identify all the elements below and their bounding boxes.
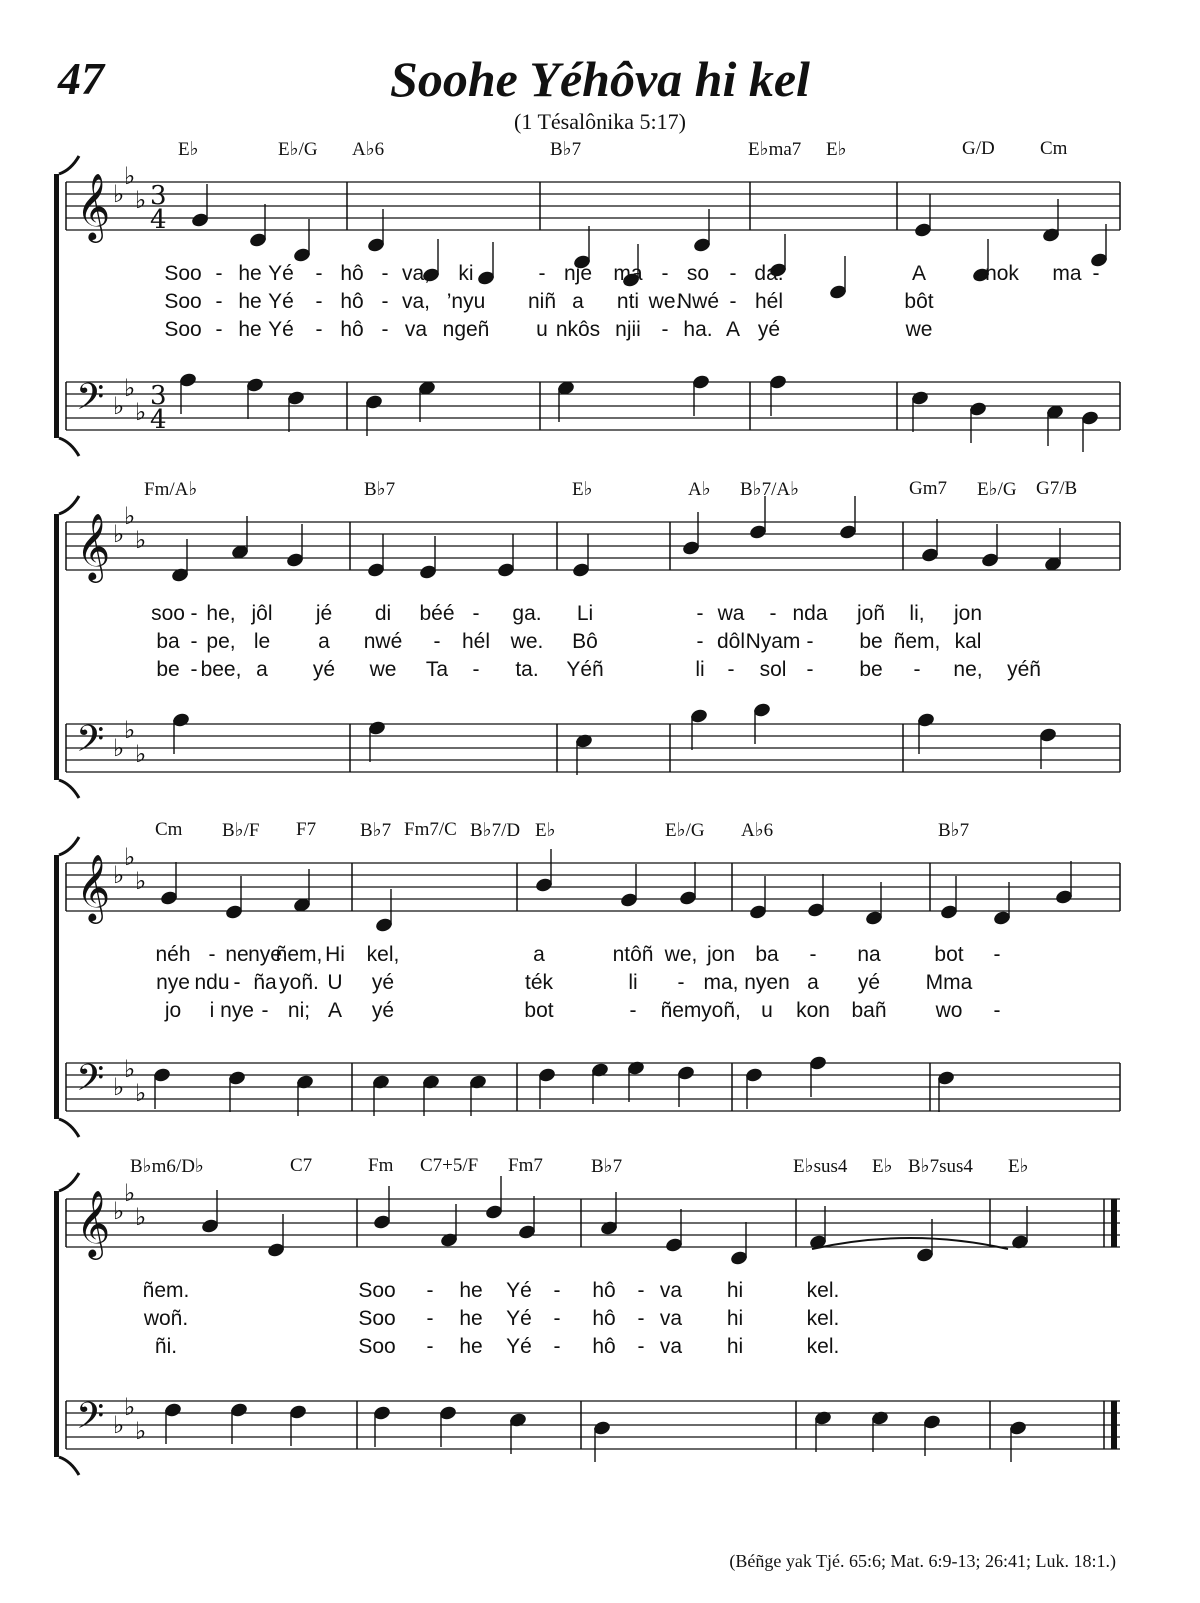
key-signature-flat: ♭: [113, 180, 125, 208]
lyric-syllable: Soo: [164, 262, 202, 285]
chord-symbol: E♭: [572, 479, 593, 500]
system-bracket: [54, 174, 59, 438]
lyric-syllable: Nyam: [745, 630, 801, 653]
system-bracket: [54, 855, 59, 1119]
lyric-syllable: -: [729, 262, 737, 285]
lyric-syllable: -: [261, 999, 269, 1022]
lyric-syllable: béé: [419, 602, 455, 625]
key-signature-flat: ♭: [124, 162, 136, 190]
lyric-syllable: -: [215, 290, 223, 313]
lyric-syllable: Ta: [425, 658, 449, 681]
lyric-syllable: -: [315, 318, 323, 341]
lyric-syllable: le: [253, 630, 271, 653]
lyric-syllable: Hi: [325, 943, 345, 966]
lyric-syllable: hél: [754, 290, 784, 313]
chord-symbol: A♭: [688, 479, 711, 500]
lyric-syllable: nkôs: [555, 318, 601, 341]
lyric-syllable: ni;: [287, 999, 311, 1022]
lyric-syllable: sol: [759, 658, 787, 681]
lyric-syllable: nyen: [744, 971, 790, 994]
key-signature-flat: ♭: [135, 398, 147, 426]
lyric-syllable: -: [809, 943, 817, 966]
lyric-syllable: di: [374, 602, 392, 625]
time-signature: 4: [150, 405, 167, 435]
lyric-syllable: hi: [726, 1335, 744, 1358]
key-signature-flat: ♭: [124, 1055, 136, 1083]
lyric-syllable: wa: [717, 602, 745, 625]
lyric-syllable: ne,: [953, 658, 983, 681]
lyric-syllable: i: [209, 999, 215, 1022]
lyric-syllable: jé: [315, 602, 333, 625]
lyric-syllable: nok: [985, 262, 1019, 285]
lyric-syllable: va: [659, 1279, 683, 1302]
key-signature-flat: ♭: [113, 1411, 125, 1439]
lyric-syllable: ték: [524, 971, 554, 994]
lyric-syllable: nje: [563, 262, 593, 285]
lyric-syllable: Bô: [572, 630, 598, 653]
time-signature: 3: [150, 181, 167, 211]
lyric-syllable: ma: [613, 262, 643, 285]
lyric-syllable: -: [538, 262, 546, 285]
chord-symbol: A♭6: [352, 139, 385, 160]
chord-symbol: C7: [290, 1155, 313, 1176]
lyric-syllable: he: [238, 318, 262, 341]
chord-symbol: Cm: [1040, 138, 1068, 159]
lyric-syllable: nye: [248, 943, 282, 966]
lyric-syllable: nti: [616, 290, 640, 313]
time-signature: 4: [150, 205, 167, 235]
bass-clef: 𝄢: [76, 718, 105, 769]
lyric-syllable: -: [913, 658, 921, 681]
chord-symbol: B♭7/A♭: [740, 479, 800, 500]
lyric-syllable: nye: [156, 971, 190, 994]
lyric-syllable: li: [628, 971, 638, 994]
lyric-syllable: bot: [524, 999, 554, 1022]
chord-symbol: E♭sus4: [793, 1156, 848, 1177]
chord-symbol: G7/B: [1036, 478, 1078, 499]
lyric-syllable: yéñ: [1007, 658, 1041, 681]
lyric-syllable: kel.: [806, 1279, 840, 1302]
lyric-syllable: yoñ.: [279, 971, 319, 994]
lyric-syllable: be: [156, 658, 180, 681]
chord-symbol: Fm7: [508, 1155, 543, 1176]
lyric-syllable: -: [696, 630, 704, 653]
lyric-syllable: nda: [792, 602, 828, 625]
chord-symbol: B♭7: [360, 820, 392, 841]
lyric-syllable: -: [426, 1307, 434, 1330]
lyric-syllable: ta.: [515, 658, 539, 681]
lyric-syllable: -: [993, 999, 1001, 1022]
lyric-syllable: a: [318, 630, 330, 653]
lyric-syllable: -: [381, 262, 389, 285]
lyric-syllable: ki: [458, 262, 474, 285]
chord-symbol: F7: [296, 819, 317, 840]
lyric-syllable: na: [857, 943, 881, 966]
lyric-syllable: hô: [592, 1279, 616, 1302]
lyric-syllable: li,: [909, 602, 925, 625]
key-signature-flat: ♭: [124, 716, 136, 744]
hymn-title: Soohe Yéhôva hi kel: [390, 51, 810, 107]
lyric-syllable: Soo: [358, 1279, 396, 1302]
final-barline: [1111, 1199, 1117, 1247]
key-signature-flat: ♭: [113, 520, 125, 548]
lyric-syllable: Soo: [358, 1335, 396, 1358]
lyric-syllable: -: [993, 943, 1001, 966]
key-signature-flat: ♭: [113, 734, 125, 762]
bass-clef: 𝄢: [76, 1057, 105, 1108]
lyric-syllable: ma: [1052, 262, 1082, 285]
final-barline: [1111, 1401, 1117, 1449]
treble-clef: 𝄞: [76, 512, 111, 580]
lyric-syllable: -: [1092, 262, 1100, 285]
chord-symbol: B♭7: [364, 479, 396, 500]
lyric-syllable: -: [769, 602, 777, 625]
chord-symbol: E♭: [535, 820, 556, 841]
key-signature-flat: ♭: [113, 861, 125, 889]
lyric-syllable: ñi.: [154, 1335, 178, 1358]
system-bracket: [54, 1191, 59, 1457]
lyric-syllable: -: [806, 630, 814, 653]
lyric-syllable: nwé: [363, 630, 403, 653]
lyric-syllable: da.: [754, 262, 784, 285]
lyric-syllable: ba: [755, 943, 779, 966]
chord-symbol: E♭: [826, 139, 847, 160]
lyric-syllable: soo: [151, 602, 185, 625]
lyric-syllable: pe,: [206, 630, 236, 653]
chord-symbol: E♭/G: [665, 820, 705, 841]
lyric-syllable: -: [553, 1335, 561, 1358]
chord-symbol: E♭: [1008, 1156, 1029, 1177]
key-signature-flat: ♭: [124, 502, 136, 530]
lyric-syllable: bee,: [200, 658, 242, 681]
lyric-syllable: ñem: [660, 999, 702, 1022]
lyric-syllable: Mma: [925, 971, 973, 994]
key-signature-flat: ♭: [135, 867, 147, 895]
lyric-syllable: -: [729, 290, 737, 313]
lyric-syllable: he: [459, 1307, 483, 1330]
chord-symbol: E♭/G: [278, 139, 318, 160]
chord-symbol: Gm7: [909, 478, 947, 499]
bracket-hook: [59, 1119, 79, 1137]
chord-symbol: B♭m6/D♭: [130, 1156, 204, 1177]
lyric-syllable: ba: [156, 630, 180, 653]
lyric-syllable: u: [536, 318, 548, 341]
lyric-syllable: we,: [664, 943, 698, 966]
lyric-syllable: va: [404, 318, 428, 341]
lyric-syllable: Yéñ: [566, 658, 604, 681]
lyric-syllable: Yé: [268, 262, 294, 285]
key-signature-flat: ♭: [124, 374, 136, 402]
lyric-syllable: -: [661, 262, 669, 285]
lyric-syllable: Yé: [268, 318, 294, 341]
lyric-syllable: bot: [934, 943, 964, 966]
lyric-syllable: niñ: [527, 290, 557, 313]
lyric-syllable: A: [327, 999, 343, 1022]
key-signature-flat: ♭: [135, 1203, 147, 1231]
lyric-syllable: Li: [576, 602, 594, 625]
lyric-syllable: yé: [371, 999, 395, 1022]
lyric-syllable: -: [208, 943, 216, 966]
lyric-syllable: yé: [857, 971, 881, 994]
lyric-syllable: Soo: [358, 1307, 396, 1330]
chord-symbol: Cm: [155, 819, 183, 840]
treble-clef: 𝄞: [76, 853, 111, 921]
lyric-syllable: Yé: [268, 290, 294, 313]
lyric-syllable: bôt: [904, 290, 934, 313]
chord-symbol: Fm/A♭: [144, 479, 198, 500]
lyric-syllable: -: [426, 1335, 434, 1358]
lyric-syllable: -: [215, 262, 223, 285]
treble-clef: 𝄞: [76, 172, 111, 240]
lyric-syllable: we.: [648, 290, 682, 313]
lyric-syllable: -: [553, 1307, 561, 1330]
lyric-syllable: -: [661, 318, 669, 341]
lyric-syllable: hél: [461, 630, 491, 653]
lyric-syllable: -: [381, 318, 389, 341]
key-signature-flat: ♭: [135, 186, 147, 214]
lyric-syllable: bañ: [851, 999, 887, 1022]
treble-clef: 𝄞: [76, 1189, 111, 1257]
lyric-syllable: he: [238, 262, 262, 285]
lyric-syllable: -: [637, 1279, 645, 1302]
hymn-number: 47: [58, 53, 104, 104]
chord-symbol: E♭: [178, 139, 199, 160]
lyric-syllable: -: [677, 971, 685, 994]
lyric-syllable: kel,: [366, 943, 400, 966]
lyric-syllable: li: [695, 658, 705, 681]
lyric-syllable: so: [686, 262, 710, 285]
lyric-syllable: ’nyu: [446, 290, 486, 313]
lyric-syllable: njii: [615, 318, 641, 341]
cross-references: (Béñge yak Tjé. 65:6; Mat. 6:9-13; 26:41; Luk. 18:1.): [729, 1551, 1116, 1571]
lyric-syllable: joñ: [856, 602, 886, 625]
lyric-syllable: kal: [954, 630, 982, 653]
lyric-syllable: -: [315, 262, 323, 285]
lyric-syllable: hi: [726, 1279, 744, 1302]
lyric-syllable: we.: [510, 630, 544, 653]
lyric-syllable: Yé: [506, 1279, 532, 1302]
lyric-syllable: be: [859, 658, 883, 681]
chord-symbol: B♭7: [938, 820, 970, 841]
lyric-syllable: ngeñ: [442, 318, 490, 341]
lyric-syllable: Yé: [506, 1335, 532, 1358]
lyric-syllable: a: [256, 658, 268, 681]
chord-symbol: B♭/F: [222, 820, 260, 841]
lyric-syllable: -: [381, 290, 389, 313]
lyric-syllable: he: [238, 290, 262, 313]
lyric-syllable: kon: [796, 999, 830, 1022]
lyric-syllable: -: [553, 1279, 561, 1302]
scripture-reference: (1 Tésalônika 5:17): [514, 109, 686, 134]
lyric-syllable: -: [696, 602, 704, 625]
lyric-syllable: ñem.: [142, 1279, 190, 1302]
lyric-syllable: jon: [953, 602, 983, 625]
lyric-syllable: néh: [155, 943, 191, 966]
key-signature-flat: ♭: [135, 526, 147, 554]
lyric-syllable: nye: [220, 999, 254, 1022]
lyric-syllable: Nwé: [676, 290, 720, 313]
lyric-syllable: he: [459, 1279, 483, 1302]
key-signature-flat: ♭: [113, 392, 125, 420]
key-signature-flat: ♭: [135, 1417, 147, 1445]
key-signature-flat: ♭: [124, 1179, 136, 1207]
lyric-syllable: -: [190, 630, 198, 653]
lyric-syllable: hô: [592, 1335, 616, 1358]
lyric-syllable: ne: [225, 943, 249, 966]
lyric-syllable: hô: [340, 290, 364, 313]
lyric-syllable: A: [725, 318, 741, 341]
chord-symbol: B♭7: [550, 139, 582, 160]
key-signature-flat: ♭: [124, 1393, 136, 1421]
chord-symbol: C7+5/F: [420, 1155, 479, 1176]
lyric-syllable: hô: [340, 262, 364, 285]
key-signature-flat: ♭: [135, 1079, 147, 1107]
lyric-syllable: U: [327, 971, 343, 994]
key-signature-flat: ♭: [135, 740, 147, 768]
chord-symbol: B♭7sus4: [908, 1156, 973, 1177]
lyric-syllable: va,: [401, 262, 431, 285]
lyric-syllable: -: [637, 1335, 645, 1358]
chord-symbol: Fm7/C: [404, 819, 457, 840]
chord-symbol: E♭/G: [977, 479, 1017, 500]
lyric-syllable: A: [911, 262, 927, 285]
lyric-syllable: ñem,: [893, 630, 941, 653]
lyric-syllable: we: [905, 318, 933, 341]
system-bracket: [54, 514, 59, 780]
lyric-syllable: kel.: [806, 1335, 840, 1358]
lyric-syllable: a: [807, 971, 819, 994]
bass-clef: 𝄢: [76, 376, 105, 427]
lyric-syllable: jon: [706, 943, 736, 966]
lyric-syllable: jôl: [251, 602, 273, 625]
lyric-syllable: dôl: [716, 630, 746, 653]
key-signature-flat: ♭: [113, 1197, 125, 1225]
lyric-syllable: ha.: [683, 318, 713, 341]
lyric-syllable: -: [426, 1279, 434, 1302]
lyric-syllable: woñ.: [143, 1307, 189, 1330]
lyric-syllable: -: [637, 1307, 645, 1330]
key-signature-flat: ♭: [124, 843, 136, 871]
lyric-syllable: va,: [401, 290, 431, 313]
bracket-hook: [59, 1457, 79, 1475]
lyric-syllable: -: [433, 630, 441, 653]
lyric-syllable: we: [369, 658, 397, 681]
time-signature: 3: [150, 381, 167, 411]
lyric-syllable: ntôñ: [612, 943, 654, 966]
lyric-syllable: va: [659, 1335, 683, 1358]
lyric-syllable: -: [215, 318, 223, 341]
chord-symbol: E♭: [872, 1156, 893, 1177]
lyric-syllable: ña: [253, 971, 277, 994]
lyric-syllable: -: [472, 658, 480, 681]
lyric-syllable: -: [806, 658, 814, 681]
lyric-syllable: va: [659, 1307, 683, 1330]
chord-symbol: A♭6: [741, 820, 774, 841]
lyric-syllable: -: [629, 999, 637, 1022]
lyric-syllable: wo: [935, 999, 963, 1022]
chord-symbol: B♭7: [591, 1156, 623, 1177]
lyric-syllable: ga.: [512, 602, 542, 625]
lyric-syllable: hi: [726, 1307, 744, 1330]
lyric-syllable: -: [190, 658, 198, 681]
bracket-hook: [59, 780, 79, 798]
lyric-syllable: -: [190, 602, 198, 625]
lyric-syllable: kel.: [806, 1307, 840, 1330]
lyric-syllable: yoñ,: [701, 999, 741, 1022]
lyric-syllable: Soo: [164, 318, 202, 341]
lyric-syllable: jo: [164, 999, 182, 1022]
key-signature-flat: ♭: [113, 1073, 125, 1101]
lyric-syllable: Yé: [506, 1307, 532, 1330]
lyric-syllable: yé: [371, 971, 395, 994]
lyric-syllable: -: [315, 290, 323, 313]
lyric-syllable: hô: [592, 1307, 616, 1330]
lyric-syllable: be: [859, 630, 883, 653]
lyric-syllable: hô: [340, 318, 364, 341]
bass-clef: 𝄢: [76, 1395, 105, 1446]
lyric-syllable: -: [472, 602, 480, 625]
lyric-syllable: he,: [206, 602, 236, 625]
lyric-syllable: yé: [757, 318, 781, 341]
lyric-syllable: a: [572, 290, 584, 313]
lyric-syllable: ma,: [703, 971, 739, 994]
lyric-syllable: -: [727, 658, 735, 681]
lyric-syllable: yé: [312, 658, 336, 681]
lyric-syllable: Soo: [164, 290, 202, 313]
chord-symbol: B♭7/D: [470, 820, 521, 841]
chord-symbol: E♭ma7: [748, 139, 802, 160]
lyric-syllable: -: [233, 971, 241, 994]
lyric-syllable: a: [533, 943, 545, 966]
chord-symbol: G/D: [962, 138, 995, 159]
lyric-syllable: he: [459, 1335, 483, 1358]
lyric-syllable: ñem,: [275, 943, 323, 966]
lyric-syllable: u: [761, 999, 773, 1022]
lyric-syllable: ndu: [194, 971, 230, 994]
bracket-hook: [59, 438, 79, 456]
chord-symbol: Fm: [368, 1155, 394, 1176]
